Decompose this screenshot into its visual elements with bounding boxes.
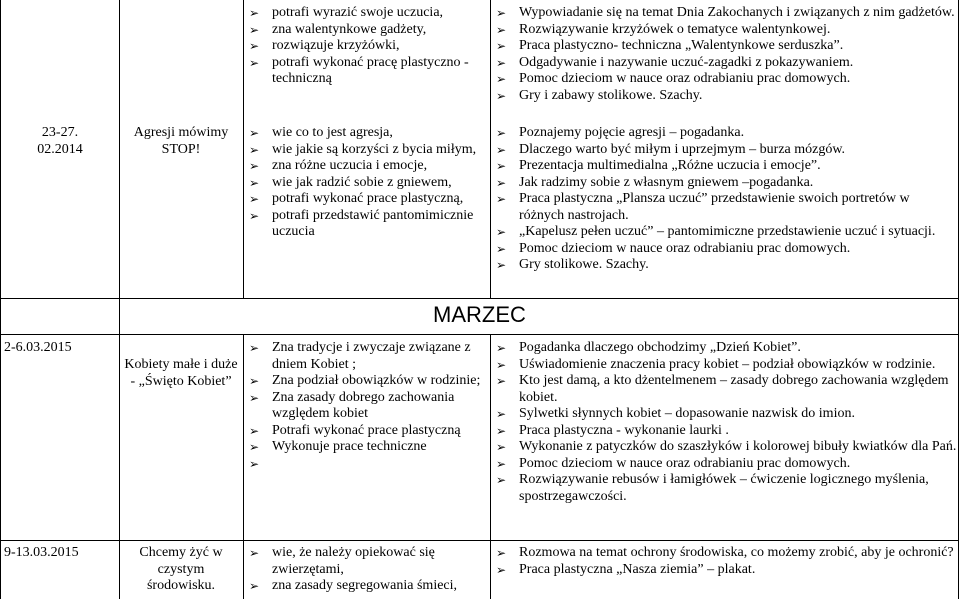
date-cell — [4, 545, 116, 562]
activities-cell — [491, 5, 957, 104]
list-item: ➢ Wykonuje prace techniczne — [244, 439, 488, 456]
list-item: ➢ Uświadomienie znaczenia pracy kobiet – podział obowiązków w rodzinie. — [491, 357, 957, 374]
list-item: ➢ potrafi wykonać prace plastyczną, — [244, 191, 488, 208]
column-divider — [119, 0, 120, 599]
list-item — [244, 456, 488, 472]
list-item: ➢ Gry i zabawy stolikowe. Szachy. — [491, 88, 957, 105]
list-item: ➢ Gry stolikowe. Szachy. — [491, 257, 957, 274]
date-cell — [30, 125, 90, 158]
list-item: ➢ Dlaczego warto być miłym i uprzejmym – burza mózgów. — [491, 142, 957, 159]
list-item: ➢ Prezentacja multimedialna „Różne uczucia i emocje”. — [491, 158, 957, 175]
activities-cell — [491, 125, 957, 274]
list-item: ➢ Sylwetki słynnych kobiet – dopasowanie nazwisk do imion. — [491, 406, 957, 423]
list-item: ➢ Odgadywanie i nazywanie uczuć-zagadki z pokazywaniem. — [491, 55, 957, 72]
list-item: ➢ Wypowiadanie się na temat Dnia Zakochanych i związanych z nim gadżetów. — [491, 5, 957, 22]
list-item: ➢ „Kapelusz pełen uczuć” – pantomimiczne przedstawienie uczuć i sytuacji. — [491, 224, 957, 241]
table-border — [0, 0, 1, 599]
list-item: ➢ Rozwiązywanie krzyżówek o tematyce walentynkowej. — [491, 22, 957, 39]
topic-cell — [124, 357, 238, 390]
list-item: ➢ Praca plastyczna - wykonanie laurki . — [491, 423, 957, 440]
list-item: ➢ zna walentynkowe gadżety, — [244, 22, 488, 39]
list-item: ➢ Pomoc dzieciom w nauce oraz odrabianiu prac domowych. — [491, 241, 957, 258]
list-item: ➢ potrafi wykonać pracę plastyczno - techniczną — [244, 55, 488, 88]
list-item: ➢ rozwiązuje krzyżówki, — [244, 38, 488, 55]
list-item: ➢ wie, że należy opiekować się zwierzętami, — [244, 545, 488, 578]
list-item: ➢ Rozmowa na temat ochrony środowiska, co możemy zrobić, aby je ochronić? — [491, 545, 957, 562]
list-item: ➢ Pomoc dzieciom w nauce oraz odrabianiu prac domowych. — [491, 71, 957, 88]
list-item: ➢ Zna zasady dobrego zachowania względem kobiet — [244, 390, 488, 423]
topic-text: Agresji mówimy STOP! — [133, 125, 229, 157]
date-text: 23-27. 02.2014 — [37, 125, 83, 157]
goals-cell — [244, 125, 488, 241]
list-item: ➢ Praca plastyczna „Plansza uczuć” przedstawienie swoich portretów w różnych nastrojach. — [491, 191, 957, 224]
list-item: ➢ zna różne uczucia i emocje, — [244, 158, 488, 175]
topic-text: Kobiety małe i duże - „Święto Kobiet” — [124, 357, 238, 389]
list-item: ➢ potrafi wyrazić swoje uczucia, — [244, 5, 488, 22]
month-heading: MARZEC — [433, 302, 526, 327]
goals-cell — [244, 545, 488, 595]
date-text: 9-13.03.2015 — [4, 545, 79, 560]
list-item: ➢ wie jakie są korzyści z bycia miłym, — [244, 142, 488, 159]
list-item: ➢ Jak radzimy sobie z własnym gniewem –pogadanka. — [491, 175, 957, 192]
goals-cell — [244, 340, 488, 472]
list-item: ➢ wie jak radzić sobie z gniewem, — [244, 175, 488, 192]
topic-cell — [124, 125, 238, 158]
row-divider — [0, 298, 959, 299]
activities-cell — [491, 545, 957, 578]
list-item: ➢ Kto jest damą, a kto dżentelmenem – zasady dobrego zachowania względem kobiet. — [491, 373, 957, 406]
list-item: ➢ Potrafi wykonać prace plastyczną — [244, 423, 488, 440]
list-item: ➢ Zna podział obowiązków w rodzinie; — [244, 373, 488, 390]
row-divider — [0, 334, 959, 335]
list-item: ➢ Zna tradycje i zwyczaje związane z dniem Kobiet ; — [244, 340, 488, 373]
topic-text: Chcemy żyć w czystym środowisku. — [139, 545, 223, 593]
topic-cell — [124, 545, 238, 595]
list-item: ➢ Wykonanie z patyczków do szaszłyków i kolorowej bibuły kwiatków dla Pań. — [491, 439, 957, 456]
table-border — [958, 0, 959, 599]
list-item: ➢ Rozwiązywanie rebusów i łamigłówek – ćwiczenie logicznego myślenia, spostrzegawczości. — [491, 472, 957, 505]
activities-cell — [491, 340, 957, 505]
list-item: ➢ Pomoc dzieciom w nauce oraz odrabianiu prac domowych. — [491, 456, 957, 473]
row-divider — [0, 540, 959, 541]
list-item: ➢ potrafi przedstawić pantomimicznie uczucia — [244, 208, 488, 241]
list-item: ➢ Praca plastyczna „Nasza ziemia” – plakat. — [491, 562, 957, 579]
date-cell — [4, 340, 116, 357]
list-item: ➢ Pogadanka dlaczego obchodzimy „Dzień Kobiet”. — [491, 340, 957, 357]
list-item: ➢ zna zasady segregowania śmieci, — [244, 578, 488, 595]
list-item: ➢ Praca plastyczno- techniczna „Walentynkowe serduszka”. — [491, 38, 957, 55]
list-item: ➢ wie co to jest agresja, — [244, 125, 488, 142]
date-text: 2-6.03.2015 — [4, 340, 72, 355]
goals-cell — [244, 5, 488, 88]
list-item: ➢ Poznajemy pojęcie agresji – pogadanka. — [491, 125, 957, 142]
